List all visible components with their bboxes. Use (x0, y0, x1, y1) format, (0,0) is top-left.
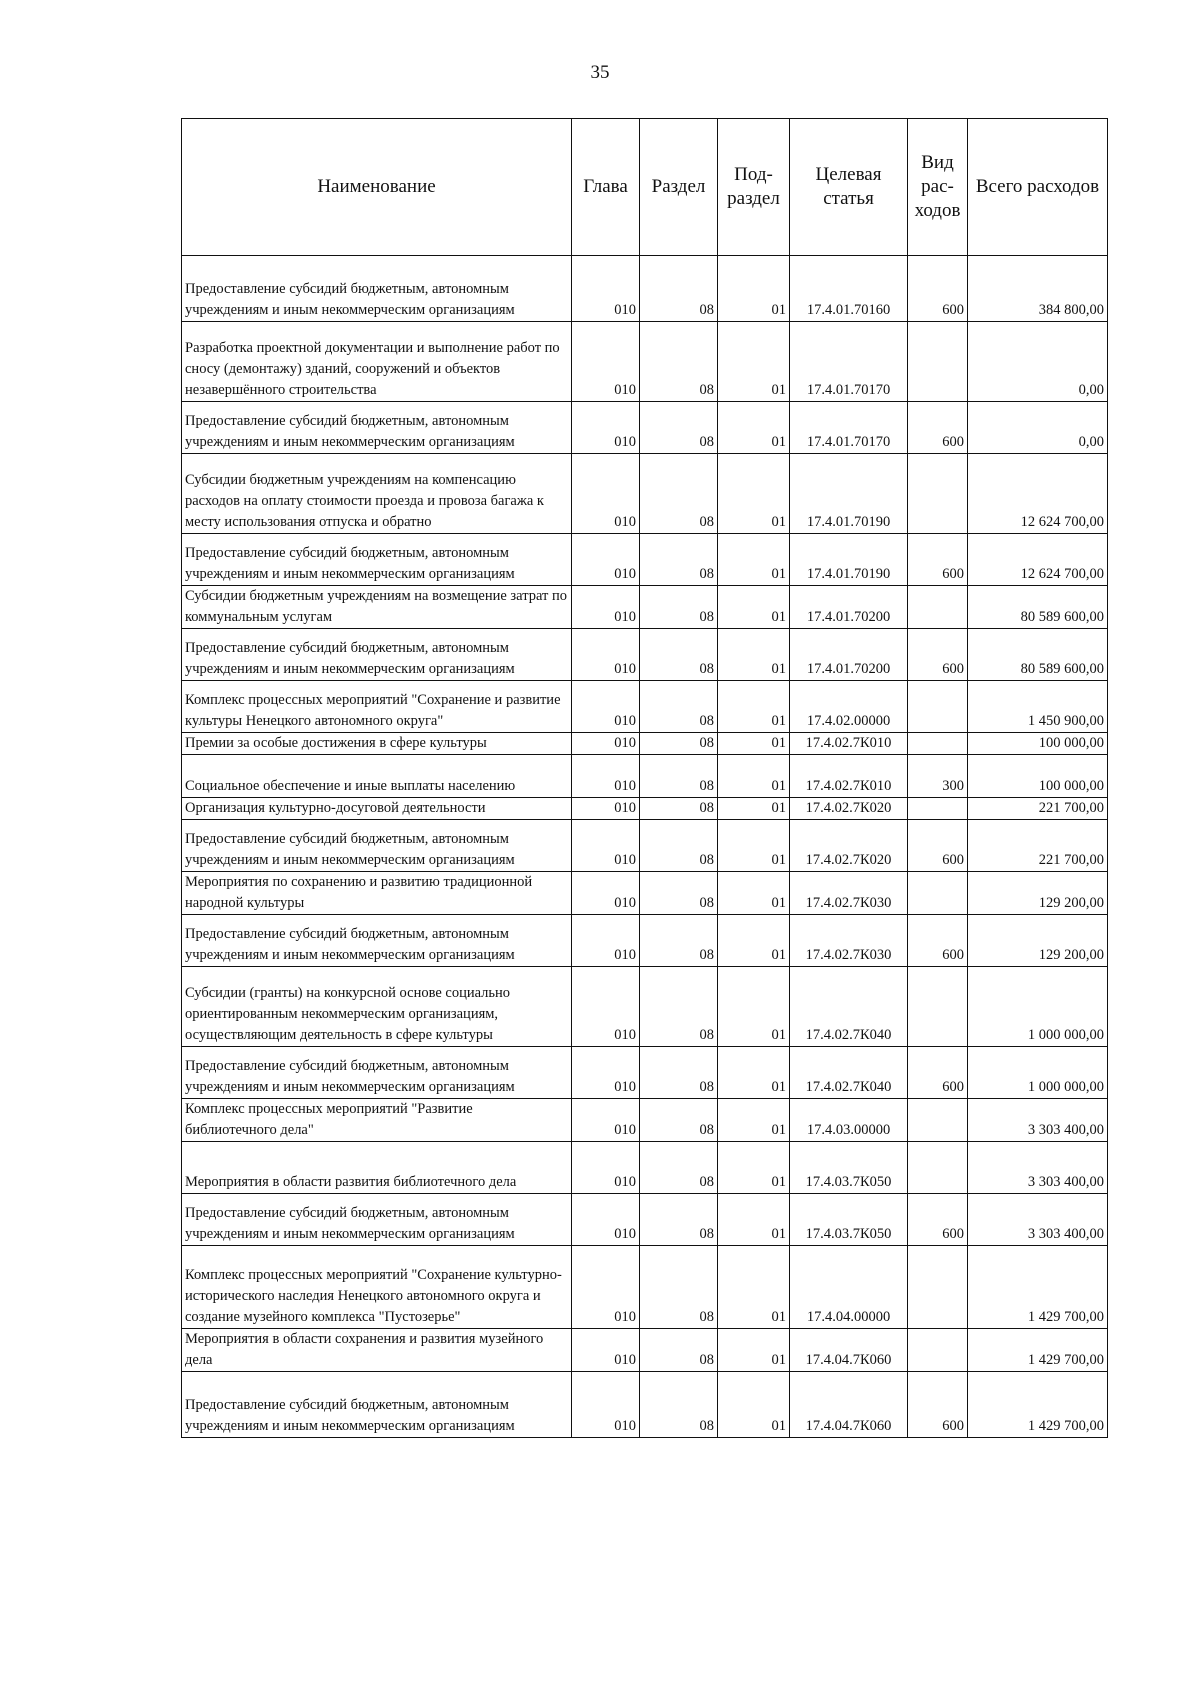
cell-total: 1 450 900,00 (968, 681, 1108, 733)
cell-chapter: 010 (572, 1246, 640, 1329)
cell-name: Субсидии (гранты) на конкурсной основе социально ориентированным некоммерческим организациям, осуществляющим деятельность в сфере культуры (182, 967, 572, 1047)
cell-chapter: 010 (572, 256, 640, 322)
cell-section: 08 (640, 872, 718, 915)
cell-name: Предоставление субсидий бюджетным, автономным учреждениям и иным некоммерческим организациям (182, 1372, 572, 1438)
table-row (182, 629, 1108, 681)
cell-expense-type (908, 322, 968, 402)
cell-subsection: 01 (718, 1047, 790, 1099)
cell-target: 17.4.02.7К040 (790, 1047, 908, 1099)
header-total: Всего расходов (968, 119, 1108, 256)
cell-subsection: 01 (718, 1194, 790, 1246)
cell-name: Комплекс процессных мероприятий "Развитие библиотечного дела" (182, 1099, 572, 1142)
cell-target: 17.4.02.7К020 (790, 798, 908, 820)
cell-expense-type (908, 1246, 968, 1329)
cell-section: 08 (640, 755, 718, 798)
cell-expense-type: 300 (908, 755, 968, 798)
cell-target: 17.4.03.00000 (790, 1099, 908, 1142)
header-chapter: Глава (572, 119, 640, 256)
cell-section: 08 (640, 322, 718, 402)
table-row (182, 820, 1108, 872)
table-row (182, 755, 1108, 798)
cell-name: Субсидии бюджетным учреждениям на компенсацию расходов на оплату стоимости проезда и провоза багажа к месту использования отпуска и обратно (182, 454, 572, 534)
table-row (182, 322, 1108, 402)
cell-chapter: 010 (572, 1099, 640, 1142)
cell-target: 17.4.02.7К010 (790, 755, 908, 798)
cell-section: 08 (640, 820, 718, 872)
cell-name: Предоставление субсидий бюджетным, автономным учреждениям и иным некоммерческим организациям (182, 915, 572, 967)
cell-name: Организация культурно-досуговой деятельности (182, 798, 572, 820)
cell-subsection: 01 (718, 820, 790, 872)
cell-section: 08 (640, 586, 718, 629)
cell-section: 08 (640, 629, 718, 681)
cell-chapter: 010 (572, 629, 640, 681)
cell-section: 08 (640, 1329, 718, 1372)
cell-total: 100 000,00 (968, 733, 1108, 755)
cell-target: 17.4.01.70190 (790, 534, 908, 586)
cell-target: 17.4.04.7К060 (790, 1372, 908, 1438)
cell-total: 3 303 400,00 (968, 1099, 1108, 1142)
cell-subsection: 01 (718, 755, 790, 798)
cell-target: 17.4.02.7К020 (790, 820, 908, 872)
cell-expense-type (908, 454, 968, 534)
table-row (182, 1047, 1108, 1099)
cell-target: 17.4.02.00000 (790, 681, 908, 733)
cell-expense-type: 600 (908, 256, 968, 322)
cell-target: 17.4.04.7К060 (790, 1329, 908, 1372)
cell-expense-type (908, 586, 968, 629)
table-row (182, 1372, 1108, 1438)
cell-target: 17.4.04.00000 (790, 1246, 908, 1329)
cell-name: Предоставление субсидий бюджетным, автономным учреждениям и иным некоммерческим организациям (182, 1047, 572, 1099)
cell-total: 0,00 (968, 402, 1108, 454)
cell-name: Предоставление субсидий бюджетным, автономным учреждениям и иным некоммерческим организациям (182, 820, 572, 872)
cell-target: 17.4.02.7К030 (790, 915, 908, 967)
page-number: 35 (590, 62, 610, 83)
cell-total: 80 589 600,00 (968, 629, 1108, 681)
cell-subsection: 01 (718, 1246, 790, 1329)
cell-expense-type: 600 (908, 915, 968, 967)
table-row (182, 915, 1108, 967)
cell-section: 08 (640, 733, 718, 755)
cell-name: Мероприятия в области сохранения и развития музейного дела (182, 1329, 572, 1372)
cell-total: 384 800,00 (968, 256, 1108, 322)
cell-target: 17.4.01.70200 (790, 629, 908, 681)
cell-target: 17.4.03.7К050 (790, 1194, 908, 1246)
cell-chapter: 010 (572, 798, 640, 820)
table-row (182, 1194, 1108, 1246)
cell-section: 08 (640, 534, 718, 586)
cell-expense-type (908, 1329, 968, 1372)
cell-name: Предоставление субсидий бюджетным, автономным учреждениям и иным некоммерческим организациям (182, 534, 572, 586)
cell-target: 17.4.01.70170 (790, 322, 908, 402)
cell-section: 08 (640, 1372, 718, 1438)
cell-expense-type: 600 (908, 402, 968, 454)
cell-section: 08 (640, 1142, 718, 1194)
cell-section: 08 (640, 1246, 718, 1329)
table-row (182, 872, 1108, 915)
cell-name: Субсидии бюджетным учреждениям на возмещение затрат по коммунальным услугам (182, 586, 572, 629)
cell-expense-type: 600 (908, 629, 968, 681)
cell-total: 12 624 700,00 (968, 454, 1108, 534)
table-row (182, 1099, 1108, 1142)
table-row (182, 798, 1108, 820)
table-row (182, 256, 1108, 322)
cell-expense-type (908, 681, 968, 733)
cell-subsection: 01 (718, 915, 790, 967)
table-row (182, 967, 1108, 1047)
cell-total: 129 200,00 (968, 915, 1108, 967)
cell-subsection: 01 (718, 402, 790, 454)
cell-name: Мероприятия по сохранению и развитию традиционной народной культуры (182, 872, 572, 915)
cell-section: 08 (640, 256, 718, 322)
table-row (182, 681, 1108, 733)
cell-chapter: 010 (572, 534, 640, 586)
cell-section: 08 (640, 967, 718, 1047)
cell-subsection: 01 (718, 681, 790, 733)
cell-target: 17.4.02.7К030 (790, 872, 908, 915)
cell-name: Предоставление субсидий бюджетным, автономным учреждениям и иным некоммерческим организациям (182, 1194, 572, 1246)
cell-expense-type (908, 733, 968, 755)
cell-target: 17.4.02.7К010 (790, 733, 908, 755)
cell-chapter: 010 (572, 1329, 640, 1372)
cell-name: Разработка проектной документации и выполнение работ по сносу (демонтажу) зданий, сооружений и объектов незавершённого строительства (182, 322, 572, 402)
cell-subsection: 01 (718, 1142, 790, 1194)
header-subsection: Под- раздел (718, 119, 790, 256)
cell-expense-type (908, 1142, 968, 1194)
cell-section: 08 (640, 681, 718, 733)
cell-name: Предоставление субсидий бюджетным, автономным учреждениям и иным некоммерческим организациям (182, 629, 572, 681)
table-row (182, 454, 1108, 534)
cell-chapter: 010 (572, 402, 640, 454)
header-section: Раздел (640, 119, 718, 256)
cell-total: 100 000,00 (968, 755, 1108, 798)
cell-name: Предоставление субсидий бюджетным, автономным учреждениям и иным некоммерческим организациям (182, 402, 572, 454)
cell-target: 17.4.01.70170 (790, 402, 908, 454)
table-row (182, 1246, 1108, 1329)
table-row (182, 586, 1108, 629)
cell-subsection: 01 (718, 798, 790, 820)
cell-subsection: 01 (718, 322, 790, 402)
cell-expense-type (908, 1099, 968, 1142)
cell-subsection: 01 (718, 1099, 790, 1142)
cell-chapter: 010 (572, 681, 640, 733)
cell-name: Предоставление субсидий бюджетным, автономным учреждениям и иным некоммерческим организациям (182, 256, 572, 322)
cell-chapter: 010 (572, 872, 640, 915)
cell-subsection: 01 (718, 586, 790, 629)
cell-target: 17.4.01.70160 (790, 256, 908, 322)
cell-subsection: 01 (718, 629, 790, 681)
header-name: Наименование (182, 119, 572, 256)
cell-expense-type (908, 872, 968, 915)
cell-total: 12 624 700,00 (968, 534, 1108, 586)
cell-chapter: 010 (572, 915, 640, 967)
table-row (182, 733, 1108, 755)
cell-subsection: 01 (718, 872, 790, 915)
header-expense-type: Вид рас- ходов (908, 119, 968, 256)
header-row (182, 119, 1108, 256)
cell-section: 08 (640, 798, 718, 820)
cell-target: 17.4.03.7К050 (790, 1142, 908, 1194)
cell-section: 08 (640, 1047, 718, 1099)
cell-total: 3 303 400,00 (968, 1194, 1108, 1246)
cell-chapter: 010 (572, 1142, 640, 1194)
cell-expense-type: 600 (908, 1047, 968, 1099)
cell-subsection: 01 (718, 1329, 790, 1372)
cell-chapter: 010 (572, 322, 640, 402)
cell-chapter: 010 (572, 1047, 640, 1099)
cell-name: Мероприятия в области развития библиотечного дела (182, 1142, 572, 1194)
cell-name: Социальное обеспечение и иные выплаты населению (182, 755, 572, 798)
table-body (182, 256, 1108, 1438)
table-row (182, 402, 1108, 454)
cell-target: 17.4.02.7К040 (790, 967, 908, 1047)
budget-table (181, 118, 1108, 1438)
cell-chapter: 010 (572, 967, 640, 1047)
cell-chapter: 010 (572, 733, 640, 755)
cell-expense-type: 600 (908, 534, 968, 586)
cell-chapter: 010 (572, 1372, 640, 1438)
cell-name: Комплекс процессных мероприятий "Сохранение и развитие культуры Ненецкого автономного округа" (182, 681, 572, 733)
cell-section: 08 (640, 1194, 718, 1246)
cell-total: 0,00 (968, 322, 1108, 402)
cell-target: 17.4.01.70190 (790, 454, 908, 534)
cell-chapter: 010 (572, 586, 640, 629)
cell-subsection: 01 (718, 1372, 790, 1438)
cell-total: 3 303 400,00 (968, 1142, 1108, 1194)
cell-subsection: 01 (718, 256, 790, 322)
cell-expense-type: 600 (908, 1372, 968, 1438)
cell-subsection: 01 (718, 733, 790, 755)
header-target: Целевая статья (790, 119, 908, 256)
cell-section: 08 (640, 1099, 718, 1142)
cell-target: 17.4.01.70200 (790, 586, 908, 629)
cell-total: 1 429 700,00 (968, 1246, 1108, 1329)
cell-total: 1 429 700,00 (968, 1329, 1108, 1372)
cell-expense-type (908, 967, 968, 1047)
cell-section: 08 (640, 402, 718, 454)
cell-total: 221 700,00 (968, 798, 1108, 820)
cell-chapter: 010 (572, 1194, 640, 1246)
cell-total: 1 000 000,00 (968, 1047, 1108, 1099)
cell-chapter: 010 (572, 820, 640, 872)
cell-total: 221 700,00 (968, 820, 1108, 872)
table-row (182, 1142, 1108, 1194)
cell-total: 129 200,00 (968, 872, 1108, 915)
cell-subsection: 01 (718, 454, 790, 534)
cell-subsection: 01 (718, 967, 790, 1047)
cell-total: 1 000 000,00 (968, 967, 1108, 1047)
cell-total: 80 589 600,00 (968, 586, 1108, 629)
cell-expense-type: 600 (908, 820, 968, 872)
cell-expense-type: 600 (908, 1194, 968, 1246)
table-row (182, 1329, 1108, 1372)
cell-section: 08 (640, 454, 718, 534)
cell-name: Премии за особые достижения в сфере культуры (182, 733, 572, 755)
cell-total: 1 429 700,00 (968, 1372, 1108, 1438)
table-row (182, 534, 1108, 586)
cell-subsection: 01 (718, 534, 790, 586)
cell-chapter: 010 (572, 454, 640, 534)
cell-chapter: 010 (572, 755, 640, 798)
cell-expense-type (908, 798, 968, 820)
cell-section: 08 (640, 915, 718, 967)
cell-name: Комплекс процессных мероприятий "Сохранение культурно-исторического наследия Ненецкого автономного округа и создание музейного комплекса "Пустозерье" (182, 1246, 572, 1329)
